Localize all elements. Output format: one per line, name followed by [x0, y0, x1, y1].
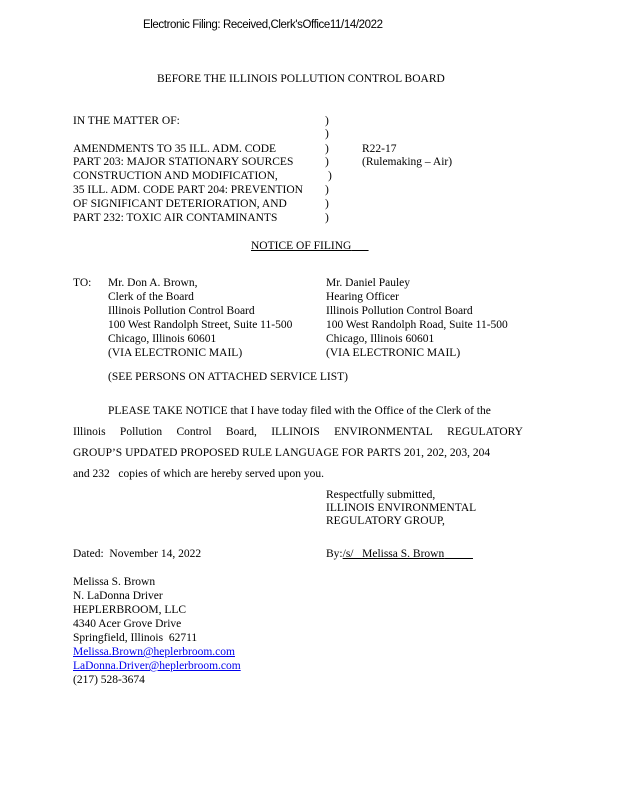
email-link[interactable]: LaDonna.Driver@heplerbroom.com — [73, 660, 241, 672]
body-word: Board, — [225, 426, 257, 438]
caption-paren: ) — [325, 128, 329, 140]
recipient-line: (VIA ELECTRONIC MAIL) — [108, 347, 243, 359]
body-line-justified — [73, 427, 523, 439]
service-list-note: (SEE PERSONS ON ATTACHED SERVICE LIST) — [108, 371, 348, 383]
caption-paren: ) — [325, 184, 329, 196]
body-line: PLEASE TAKE NOTICE that I have today filed with the Office of the Clerk of the — [108, 405, 491, 417]
docket-number: R22-17 — [362, 143, 397, 155]
body-word: ENVIRONMENTAL — [334, 426, 433, 438]
closing-line: ILLINOIS ENVIRONMENTAL — [326, 502, 477, 514]
caption-paren: ) — [325, 156, 329, 168]
recipient-line: (VIA ELECTRONIC MAIL) — [326, 347, 461, 359]
caption-paren: ) — [325, 115, 329, 127]
caption-paren: ) — [325, 198, 329, 210]
filing-stamp: Electronic Filing: Received,Clerk'sOffice11/14/2022 — [143, 19, 383, 31]
caption-line: 35 ILL. ADM. CODE PART 204: PREVENTION — [73, 184, 303, 196]
board-heading: BEFORE THE ILLINOIS POLLUTION CONTROL BOARD — [157, 73, 445, 85]
body-word: REGULATORY — [447, 426, 523, 438]
phone-number: (217) 528-3674 — [73, 674, 145, 686]
caption-paren: ) — [325, 212, 329, 224]
signature-line: By:/s/ Melissa S. Brown — [326, 548, 445, 560]
recipient-line: Hearing Officer — [326, 291, 399, 303]
caption-line: AMENDMENTS TO 35 ILL. ADM. CODE — [73, 143, 277, 155]
body-word: Illinois — [73, 426, 106, 438]
attorney-line: N. LaDonna Driver — [73, 590, 163, 602]
recipient-line: 100 West Randolph Street, Suite 11-500 — [108, 319, 293, 331]
body-line: GROUP’S UPDATED PROPOSED RULE LANGUAGE FOR PARTS 201, 202, 203, 204 — [73, 447, 491, 459]
attorney-line: HEPLERBROOM, LLC — [73, 604, 187, 616]
recipient-line: Mr. Don A. Brown, — [108, 277, 198, 289]
body-word: Control — [176, 426, 212, 438]
closing-line: Respectfully submitted, — [326, 489, 436, 501]
recipient-line: Chicago, Illinois 60601 — [326, 333, 435, 345]
caption-line: CONSTRUCTION AND MODIFICATION, — [73, 170, 278, 182]
body-word: Pollution — [119, 426, 163, 438]
attorney-line: Springfield, Illinois 62711 — [73, 632, 198, 644]
dated-line: Dated: November 14, 2022 — [73, 548, 202, 560]
caption-paren: ) — [328, 170, 332, 182]
recipient-line: Chicago, Illinois 60601 — [108, 333, 217, 345]
attorney-line: Melissa S. Brown — [73, 576, 156, 588]
body-line: and 232 copies of which are hereby served upon you. — [73, 468, 325, 480]
body-word: ILLINOIS — [271, 426, 320, 438]
caption-line: IN THE MATTER OF: — [73, 115, 180, 127]
notice-title: NOTICE OF FILING — [251, 240, 352, 252]
closing-line: REGULATORY GROUP, — [326, 515, 445, 527]
caption-paren: ) — [325, 143, 329, 155]
recipient-line: Clerk of the Board — [108, 291, 194, 303]
email-link[interactable]: Melissa.Brown@heplerbroom.com — [73, 646, 235, 658]
recipient-line: 100 West Randolph Road, Suite 11-500 — [326, 319, 508, 331]
to-label: TO: — [73, 277, 92, 289]
caption-line: OF SIGNIFICANT DETERIORATION, AND — [73, 198, 287, 210]
docket-type: (Rulemaking – Air) — [362, 156, 453, 168]
recipient-line: Illinois Pollution Control Board — [108, 305, 255, 317]
signature: /s/ Melissa S. Brown — [342, 548, 445, 560]
attorney-line: 4340 Acer Grove Drive — [73, 618, 182, 630]
recipient-line: Mr. Daniel Pauley — [326, 277, 410, 289]
recipient-line: Illinois Pollution Control Board — [326, 305, 473, 317]
caption-line: PART 203: MAJOR STATIONARY SOURCES — [73, 156, 294, 168]
caption-line: PART 232: TOXIC AIR CONTAMINANTS — [73, 212, 278, 224]
